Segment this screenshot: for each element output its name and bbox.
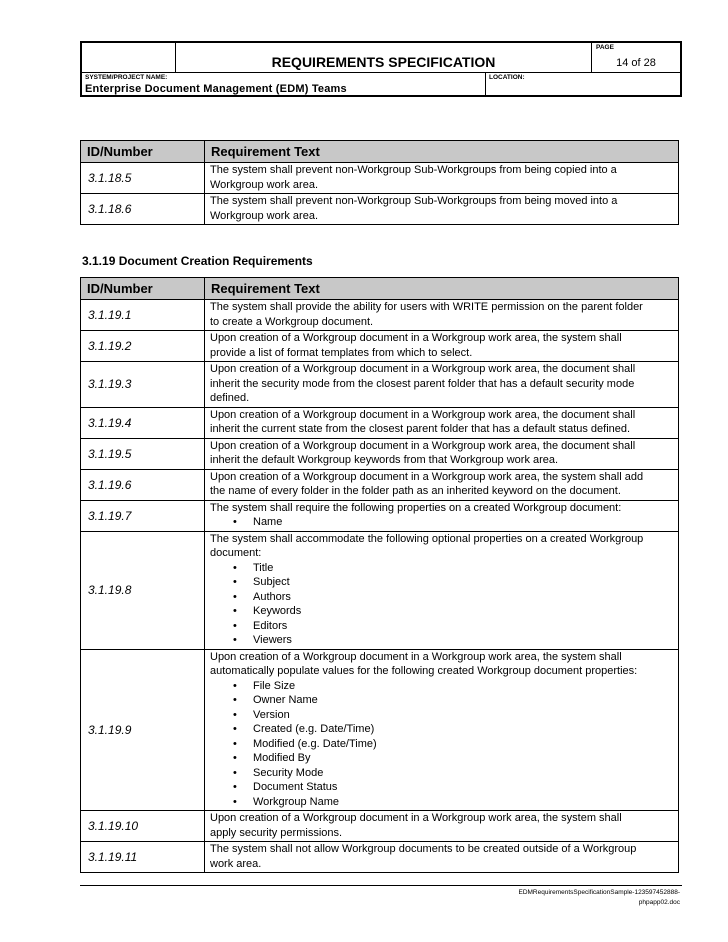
requirement-text-line: Workgroup work area. <box>210 178 319 191</box>
requirement-text-line: Upon creation of a Workgroup document in a Workgroup work area, the document shall <box>210 363 636 375</box>
requirement-text <box>205 407 679 438</box>
requirement-id: 3.1.19.3 <box>81 362 205 408</box>
requirement-text-line: document: <box>210 547 262 559</box>
property-list-item: • Viewers <box>253 633 674 648</box>
table-row <box>81 407 679 438</box>
requirements-table-3-1-19 <box>80 277 679 873</box>
property-list-item: • Created (e.g. Date/Time) <box>253 722 674 737</box>
requirement-text <box>205 531 679 649</box>
requirement-text-line: Upon creation of a Workgroup document in a Workgroup work area, the system shall add <box>210 470 644 483</box>
requirement-text-line: Upon creation of a Workgroup document in a Workgroup work area, the document shall <box>210 439 636 452</box>
requirement-id: 3.1.19.10 <box>81 811 205 842</box>
requirement-text-line: The system shall accommodate the following optional properties on a created Workgroup <box>210 532 644 545</box>
property-list <box>210 679 674 810</box>
requirement-text-line: The system shall provide the ability for users with WRITE permission on the parent folder <box>210 301 643 313</box>
property-list-item: • Modified (e.g. Date/Time) <box>253 737 674 752</box>
table-body <box>81 163 679 225</box>
requirement-text-line: Upon creation of a Workgroup document in a Workgroup work area, the document shall <box>210 408 636 421</box>
footer-line-2: phpapp02.doc <box>638 899 680 906</box>
property-list-item: • Document Status <box>253 780 674 795</box>
footer-divider <box>80 885 682 886</box>
requirement-id: 3.1.19.6 <box>81 469 205 500</box>
requirement-text-line: apply security permissions. <box>210 826 343 839</box>
system-name-value: Enterprise Document Management (EDM) Teams <box>85 83 347 95</box>
requirement-text-line: inherit the current state from the closest parent folder that has a default status defined. <box>210 423 631 435</box>
header-logo-cell <box>82 43 176 72</box>
table-row <box>81 649 679 811</box>
document-header <box>80 41 682 97</box>
property-list-item: • Authors <box>253 590 674 605</box>
footer-line-1: EDMRequirementsSpecificationSample-123597452888- <box>518 889 680 896</box>
page-number: 14 of 28 <box>616 57 656 69</box>
requirement-text-line: the name of every folder in the folder path as an inherited keyword on the document. <box>210 485 621 497</box>
footer-filename <box>460 888 680 908</box>
requirement-text <box>205 811 679 842</box>
requirement-text <box>205 163 679 194</box>
requirement-id: 3.1.19.2 <box>81 331 205 362</box>
table-row <box>81 163 679 194</box>
property-list-item: • Security Mode <box>253 766 674 781</box>
property-list-item: • Modified By <box>253 751 674 766</box>
header-top-row <box>82 43 680 73</box>
requirement-text-line: The system shall prevent non-Workgroup Sub-Workgroups from being copied into a <box>210 164 617 176</box>
requirement-text <box>205 469 679 500</box>
requirement-text <box>205 438 679 469</box>
table-row <box>81 500 679 531</box>
requirement-text-line: The system shall not allow Workgroup documents to be created outside of a Workgroup <box>210 843 637 855</box>
table-row <box>81 438 679 469</box>
requirement-text-line: Workgroup work area. <box>210 209 319 222</box>
requirement-text-line: defined. <box>210 392 250 404</box>
requirement-text-line: automatically populate values for the following created Workgroup document properties: <box>210 665 638 677</box>
property-list-item: • Subject <box>253 575 674 590</box>
table-row <box>81 331 679 362</box>
requirement-text <box>205 842 679 873</box>
col-header-text: Requirement Text <box>205 141 679 163</box>
table-row <box>81 362 679 408</box>
requirement-id: 3.1.18.5 <box>81 163 205 194</box>
system-name-label: SYSTEM/PROJECT NAME: <box>85 74 168 81</box>
location-cell <box>485 73 681 95</box>
page-cell <box>592 43 680 72</box>
requirement-text-line: inherit the security mode from the closest parent folder that has a default security mode <box>210 377 635 390</box>
requirement-text-line: Upon creation of a Workgroup document in a Workgroup work area, the system shall <box>210 332 622 344</box>
page-label: PAGE <box>596 44 614 51</box>
property-list-item: • Title <box>253 561 674 576</box>
table-header-row <box>81 141 679 163</box>
table-row <box>81 469 679 500</box>
requirement-text <box>205 500 679 531</box>
table-row <box>81 842 679 873</box>
requirement-id: 3.1.19.11 <box>81 842 205 873</box>
requirement-text-line: work area. <box>210 857 262 870</box>
requirement-text-line: Upon creation of a Workgroup document in a Workgroup work area, the system shall <box>210 812 622 824</box>
property-list-item: • Workgroup Name <box>253 795 674 810</box>
table-row <box>81 811 679 842</box>
requirement-text-line: to create a Workgroup document. <box>210 315 374 328</box>
table-body <box>81 300 679 873</box>
property-list-item: • Version <box>253 708 674 723</box>
requirement-text-line: provide a list of format templates from which to select. <box>210 346 473 359</box>
property-list-item: • Name <box>253 515 674 530</box>
requirement-id: 3.1.19.8 <box>81 531 205 649</box>
table-row <box>81 194 679 225</box>
requirement-text-line: Upon creation of a Workgroup document in a Workgroup work area, the system shall <box>210 650 622 663</box>
col-header-id: ID/Number <box>81 278 205 300</box>
requirement-text <box>205 194 679 225</box>
requirement-id: 3.1.19.7 <box>81 500 205 531</box>
requirement-text-line: inherit the default Workgroup keywords from that Workgroup work area. <box>210 454 559 466</box>
requirement-text <box>205 362 679 408</box>
requirement-text <box>205 300 679 331</box>
requirements-table-3-1-18 <box>80 140 679 225</box>
property-list <box>210 561 674 648</box>
requirement-id: 3.1.18.6 <box>81 194 205 225</box>
property-list-item: • Editors <box>253 619 674 634</box>
property-list-item: • File Size <box>253 679 674 694</box>
property-list-item: • Keywords <box>253 604 674 619</box>
property-list-item: • Owner Name <box>253 693 674 708</box>
requirement-text <box>205 649 679 811</box>
table-row <box>81 531 679 649</box>
col-header-text: Requirement Text <box>205 278 679 300</box>
property-list <box>210 515 674 530</box>
requirement-text-line: The system shall require the following properties on a created Workgroup document: <box>210 501 622 514</box>
requirement-id: 3.1.19.4 <box>81 407 205 438</box>
requirement-text <box>205 331 679 362</box>
document-title: REQUIREMENTS SPECIFICATION <box>176 43 592 72</box>
table-header-row <box>81 278 679 300</box>
col-header-id: ID/Number <box>81 141 205 163</box>
requirement-id: 3.1.19.5 <box>81 438 205 469</box>
requirement-text-line: The system shall prevent non-Workgroup Sub-Workgroups from being moved into a <box>210 195 618 207</box>
section-heading: 3.1.19 Document Creation Requirements <box>82 254 313 268</box>
requirement-id: 3.1.19.9 <box>81 649 205 811</box>
header-bottom-row <box>82 73 680 95</box>
location-label: LOCATION: <box>489 74 525 81</box>
table-row <box>81 300 679 331</box>
requirement-id: 3.1.19.1 <box>81 300 205 331</box>
